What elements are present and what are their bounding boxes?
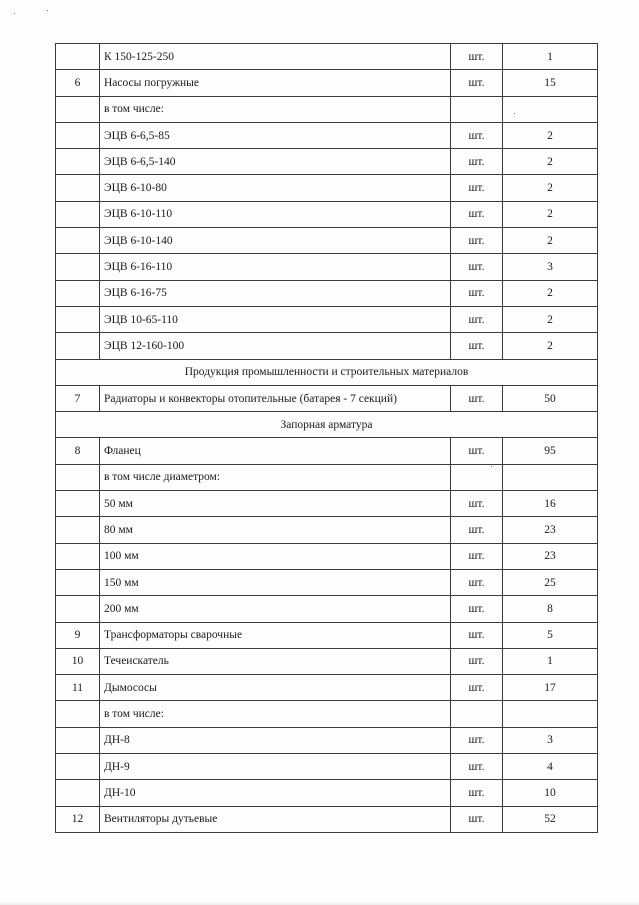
table-row <box>56 596 598 622</box>
unit-cell: шт. <box>451 438 503 464</box>
unit-cell: шт. <box>451 333 503 359</box>
quantity-cell: 15 <box>503 70 598 96</box>
unit-cell: шт. <box>451 149 503 175</box>
table-row <box>56 149 598 175</box>
item-name-cell: Течеискатель <box>100 648 451 674</box>
row-number-cell <box>56 44 100 70</box>
unit-cell: шт. <box>451 254 503 280</box>
table-row <box>56 569 598 595</box>
unit-cell <box>451 464 503 490</box>
item-name-cell: в том числе: <box>100 701 451 727</box>
table-row <box>56 70 598 96</box>
row-number-cell: 7 <box>56 385 100 411</box>
unit-cell: шт. <box>451 806 503 832</box>
table-row <box>56 254 598 280</box>
quantity-cell: 8 <box>503 596 598 622</box>
item-name-cell: Трансформаторы сварочные <box>100 622 451 648</box>
item-name-cell: Вентиляторы дутьевые <box>100 806 451 832</box>
quantity-cell: 95 <box>503 438 598 464</box>
row-number-cell <box>56 254 100 280</box>
row-number-cell <box>56 201 100 227</box>
quantity-cell: 3 <box>503 254 598 280</box>
unit-cell: шт. <box>451 306 503 332</box>
row-number-cell <box>56 122 100 148</box>
table-row <box>56 385 598 411</box>
quantity-cell: 2 <box>503 122 598 148</box>
row-number-cell <box>56 727 100 753</box>
unit-cell: шт. <box>451 228 503 254</box>
table-row <box>56 175 598 201</box>
section-title: Продукция промышленности и строительных материалов <box>56 359 598 385</box>
unit-cell: шт. <box>451 70 503 96</box>
unit-cell: шт. <box>451 385 503 411</box>
unit-cell: шт. <box>451 596 503 622</box>
table-row <box>56 491 598 517</box>
item-name-cell: К 150-125-250 <box>100 44 451 70</box>
item-name-cell: ЭЦВ 6-6,5-140 <box>100 149 451 175</box>
quantity-cell: 25 <box>503 569 598 595</box>
row-number-cell: 10 <box>56 648 100 674</box>
row-number-cell: 12 <box>56 806 100 832</box>
unit-cell <box>451 701 503 727</box>
table-row <box>56 333 598 359</box>
quantity-cell: 23 <box>503 517 598 543</box>
unit-cell: шт. <box>451 569 503 595</box>
row-number-cell <box>56 780 100 806</box>
quantity-cell: 2 <box>503 280 598 306</box>
quantity-cell: 1 <box>503 648 598 674</box>
item-name-cell: ДН-10 <box>100 780 451 806</box>
row-number-cell <box>56 175 100 201</box>
unit-cell <box>451 96 503 122</box>
table-row <box>56 648 598 674</box>
row-number-cell <box>56 543 100 569</box>
unit-cell: шт. <box>451 175 503 201</box>
quantity-cell: 2 <box>503 333 598 359</box>
section-header-row <box>56 412 598 438</box>
item-name-cell: Радиаторы и конвекторы отопительные (батарея - 7 секций) <box>100 385 451 411</box>
item-name-cell: 150 мм <box>100 569 451 595</box>
unit-cell: шт. <box>451 622 503 648</box>
item-name-cell: ЭЦВ 10-65-110 <box>100 306 451 332</box>
quantity-cell: 4 <box>503 754 598 780</box>
row-number-cell: 9 <box>56 622 100 648</box>
unit-cell: шт. <box>451 517 503 543</box>
item-name-cell: ДН-9 <box>100 754 451 780</box>
item-name-cell: ДН-8 <box>100 727 451 753</box>
unit-cell: шт. <box>451 44 503 70</box>
table-row <box>56 622 598 648</box>
table-row <box>56 780 598 806</box>
row-number-cell <box>56 754 100 780</box>
row-number-cell: 11 <box>56 675 100 701</box>
quantity-cell: 52 <box>503 806 598 832</box>
quantity-cell: 10 <box>503 780 598 806</box>
unit-cell: шт. <box>451 675 503 701</box>
section-header-row <box>56 359 598 385</box>
row-number-cell <box>56 596 100 622</box>
table-row <box>56 96 598 122</box>
quantity-cell: 2 <box>503 306 598 332</box>
item-name-cell: Дымососы <box>100 675 451 701</box>
page-edge <box>0 901 639 905</box>
unit-cell: шт. <box>451 780 503 806</box>
quantity-cell: 2 <box>503 175 598 201</box>
scan-speck <box>14 13 15 14</box>
unit-cell: шт. <box>451 201 503 227</box>
quantity-cell: 5 <box>503 622 598 648</box>
table-row <box>56 280 598 306</box>
quantity-cell: 3 <box>503 727 598 753</box>
item-name-cell: в том числе: <box>100 96 451 122</box>
quantity-cell: 2 <box>503 149 598 175</box>
row-number-cell: 6 <box>56 70 100 96</box>
item-name-cell: ЭЦВ 12-160-100 <box>100 333 451 359</box>
table-row <box>56 438 598 464</box>
item-name-cell: 200 мм <box>100 596 451 622</box>
table-row <box>56 122 598 148</box>
row-number-cell <box>56 464 100 490</box>
unit-cell: шт. <box>451 727 503 753</box>
quantity-cell: 17 <box>503 675 598 701</box>
item-name-cell: 50 мм <box>100 491 451 517</box>
item-name-cell: 80 мм <box>100 517 451 543</box>
table-row <box>56 754 598 780</box>
row-number-cell <box>56 701 100 727</box>
row-number-cell <box>56 228 100 254</box>
quantity-cell: 2 <box>503 201 598 227</box>
unit-cell: шт. <box>451 122 503 148</box>
item-name-cell: ЭЦВ 6-16-75 <box>100 280 451 306</box>
table-row <box>56 44 598 70</box>
quantity-cell <box>503 96 598 122</box>
table-row <box>56 517 598 543</box>
item-name-cell: ЭЦВ 6-6,5-85 <box>100 122 451 148</box>
row-number-cell <box>56 149 100 175</box>
item-name-cell: ЭЦВ 6-10-80 <box>100 175 451 201</box>
quantity-cell <box>503 701 598 727</box>
table-row <box>56 464 598 490</box>
table-body <box>56 44 598 833</box>
item-name-cell: 100 мм <box>100 543 451 569</box>
unit-cell: шт. <box>451 648 503 674</box>
table-row <box>56 306 598 332</box>
item-name-cell: ЭЦВ 6-16-110 <box>100 254 451 280</box>
scan-speck <box>47 10 48 11</box>
item-name-cell: Насосы погружные <box>100 70 451 96</box>
quantity-cell: 2 <box>503 228 598 254</box>
item-name-cell: Фланец <box>100 438 451 464</box>
quantity-cell <box>503 464 598 490</box>
row-number-cell <box>56 491 100 517</box>
table-row <box>56 228 598 254</box>
quantity-cell: 23 <box>503 543 598 569</box>
item-name-cell: в том числе диаметром: <box>100 464 451 490</box>
row-number-cell <box>56 306 100 332</box>
table-row <box>56 543 598 569</box>
section-title: Запорная арматура <box>56 412 598 438</box>
row-number-cell <box>56 517 100 543</box>
quantity-cell: 50 <box>503 385 598 411</box>
table-row <box>56 675 598 701</box>
table-row <box>56 201 598 227</box>
unit-cell: шт. <box>451 491 503 517</box>
item-name-cell: ЭЦВ 6-10-110 <box>100 201 451 227</box>
row-number-cell <box>56 96 100 122</box>
inventory-table <box>55 43 598 833</box>
quantity-cell: 1 <box>503 44 598 70</box>
item-name-cell: ЭЦВ 6-10-140 <box>100 228 451 254</box>
row-number-cell <box>56 280 100 306</box>
row-number-cell: 8 <box>56 438 100 464</box>
unit-cell: шт. <box>451 543 503 569</box>
row-number-cell <box>56 333 100 359</box>
table-row <box>56 701 598 727</box>
quantity-cell: 16 <box>503 491 598 517</box>
table-row <box>56 727 598 753</box>
unit-cell: шт. <box>451 754 503 780</box>
row-number-cell <box>56 569 100 595</box>
table-row <box>56 806 598 832</box>
unit-cell: шт. <box>451 280 503 306</box>
